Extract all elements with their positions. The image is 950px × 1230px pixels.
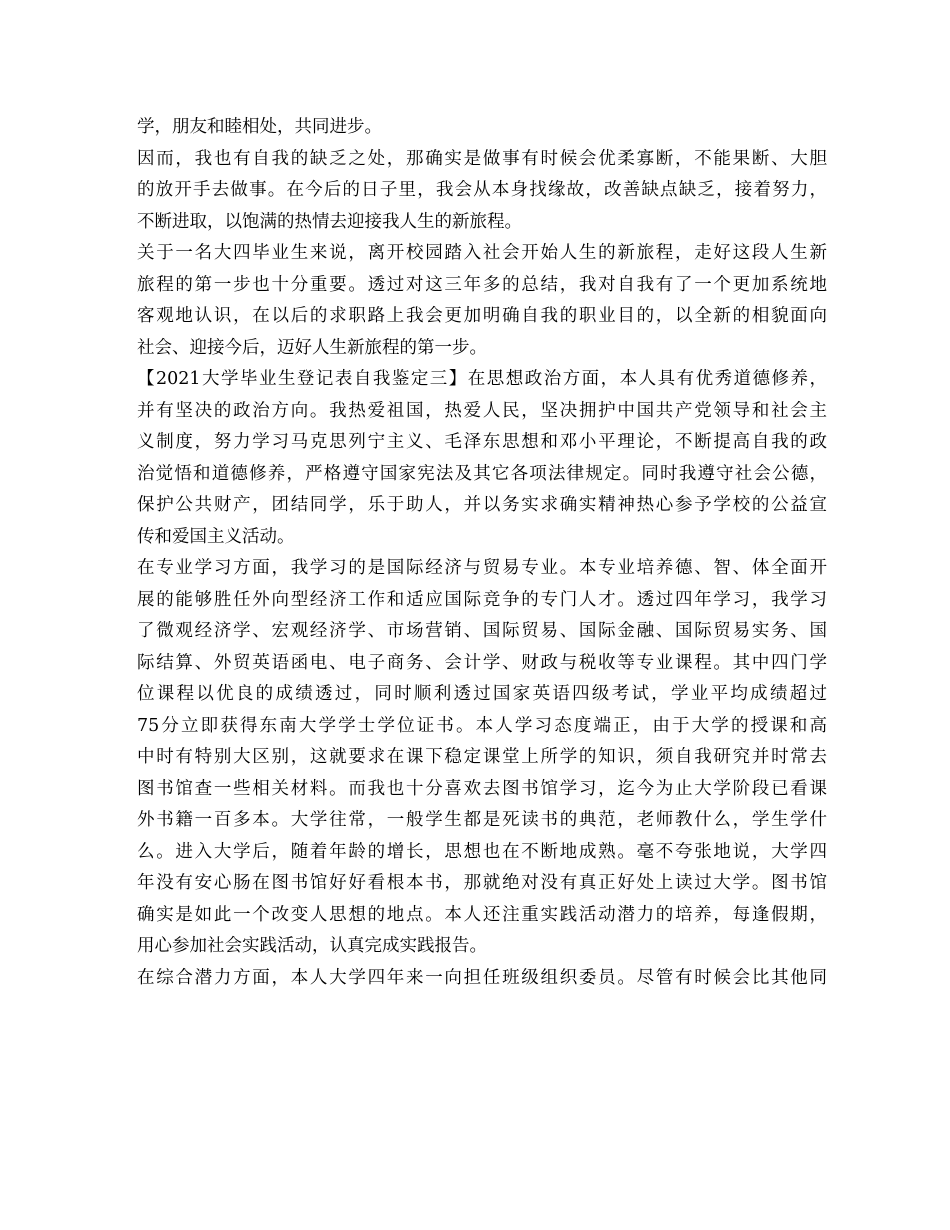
text-line: 在综合潜力方面，本人大学四年来一向担任班级组织委员。尽管有时候会比其他同	[137, 967, 827, 988]
text-line: 客观地认识，在以后的求职路上我会更加明确自我的职业目的，以全新的相貌面向	[137, 306, 827, 326]
text-line: 【2021大学毕业生登记表自我鉴定三】在思想政治方面，本人具有优秀道德修养，	[137, 369, 827, 389]
text-line: 位课程以优良的成绩透过，同时顺利透过国家英语四级考试，学业平均成绩超过	[137, 684, 827, 704]
text-line: 并有坚决的政治方向。我热爱祖国，热爱人民，坚决拥护中国共产党领导和社会主	[137, 400, 827, 421]
text-line: 治觉悟和道德修养，严格遵守国家宪法及其它各项法律规定。同时我遵守社会公德，	[137, 463, 827, 484]
paragraph	[137, 238, 827, 364]
text-line: 确实是如此一个改变人思想的地点。本人还注重实践活动潜力的培养，每逢假期，	[137, 904, 827, 925]
text-line: 不断进取，以饱满的热情去迎接我人生的新旅程。	[137, 211, 522, 232]
text-line: 关于一名大四毕业生来说，离开校园踏入社会开始人生的新旅程，走好这段人生新	[137, 243, 827, 263]
paragraph	[137, 112, 827, 144]
text-line: 用心参加社会实践活动，认真完成实践报告。	[137, 936, 487, 956]
paragraph	[137, 144, 827, 239]
text-line: 在专业学习方面，我学习的是国际经济与贸易专业。本专业培养德、智、体全面开	[137, 558, 827, 578]
text-line: 义制度，努力学习马克思列宁主义、毛泽东思想和邓小平理论，不断提高自我的政	[137, 432, 827, 452]
text-line: 年没有安心肠在图书馆好好看根本书，那就绝对没有真正好处上读过大学。图书馆	[137, 873, 827, 893]
text-line: 外书籍一百多本。大学往常，一般学生都是死读书的典范，老师教什么，学生学什	[137, 810, 827, 830]
paragraph	[137, 364, 827, 553]
text-line: 旅程的第一步也十分重要。透过对这三年多的总结，我对自我有了一个更加系统地	[137, 274, 827, 295]
text-line: 际结算、外贸英语函电、电子商务、会计学、财政与税收等专业课程。其中四门学	[137, 652, 827, 673]
text-line: 学，朋友和睦相处，共同进步。	[137, 117, 382, 137]
text-line: 展的能够胜任外向型经济工作和适应国际竞争的专门人才。透过四年学习，我学习	[137, 589, 827, 610]
text-line: 75分立即获得东南大学学士学位证书。本人学习态度端正，由于大学的授课和高	[137, 715, 827, 736]
paragraph	[137, 553, 827, 963]
text-line: 图书馆查一些相关材料。而我也十分喜欢去图书馆学习，迄今为止大学阶段已看课	[137, 778, 827, 799]
text-line: 中时有特别大区别，这就要求在课下稳定课堂上所学的知识，须自我研究并时常去	[137, 747, 827, 767]
text-line: 传和爱国主义活动。	[137, 526, 295, 547]
text-line: 么。进入大学后，随着年龄的增长，思想也在不断地成熟。毫不夸张地说，大学四	[137, 841, 827, 862]
document-page	[137, 112, 827, 994]
paragraph	[137, 963, 827, 995]
text-line: 社会、迎接今后，迈好人生新旅程的第一步。	[137, 337, 487, 358]
text-line: 因而，我也有自我的缺乏之处，那确实是做事有时候会优柔寡断，不能果断、大胆	[137, 148, 827, 169]
text-line: 了微观经济学、宏观经济学、市场营销、国际贸易、国际金融、国际贸易实务、国	[137, 621, 827, 641]
text-line: 保护公共财产，团结同学，乐于助人，并以务实求确实精神热心参予学校的公益宣	[137, 495, 827, 515]
text-line: 的放开手去做事。在今后的日子里，我会从本身找缘故，改善缺点缺乏，接着努力，	[137, 180, 827, 200]
